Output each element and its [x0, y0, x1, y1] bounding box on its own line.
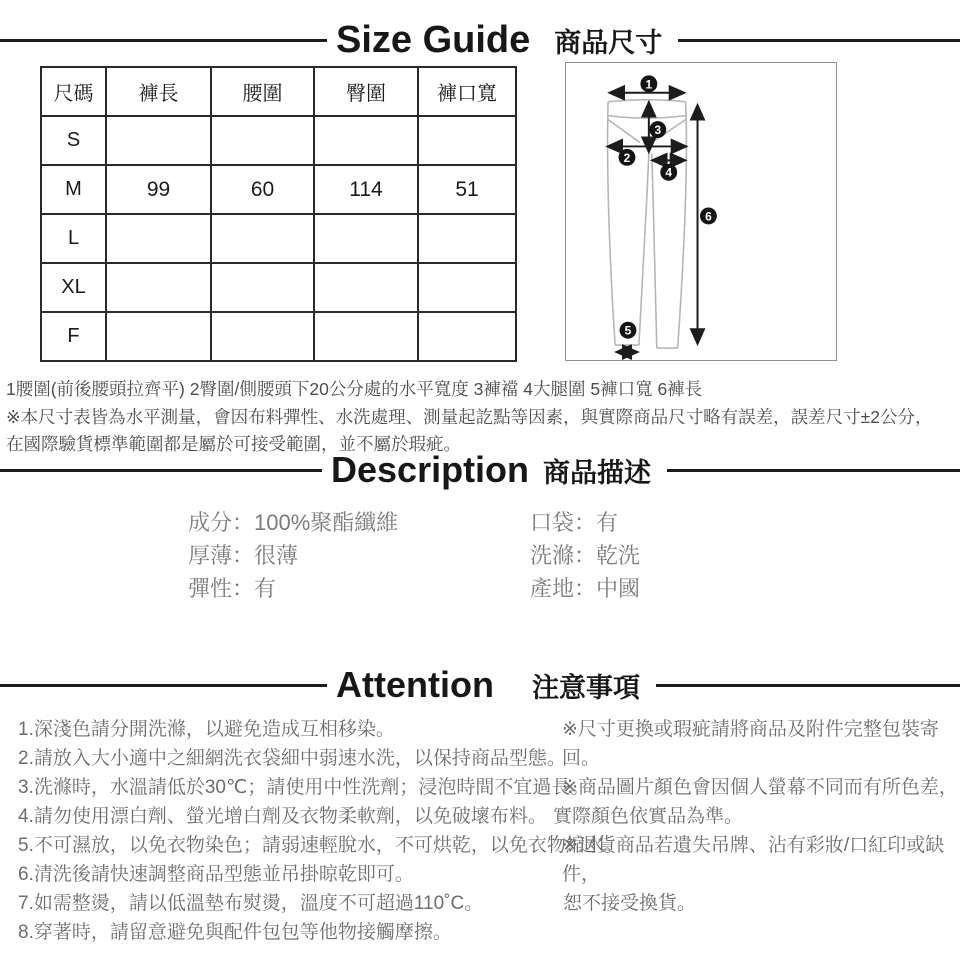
- spec-label: 成分：: [188, 510, 255, 535]
- spec-value: 有: [254, 576, 277, 601]
- size-guide-title-en: Size Guide: [336, 18, 531, 61]
- marker-badges: [619, 75, 717, 338]
- cell: [418, 263, 516, 312]
- size-table-header-row: [41, 67, 516, 116]
- care-item: 1.深淺色請分開洗滌，以避免造成互相移染。: [18, 719, 395, 740]
- spec-row-washing: [530, 539, 640, 572]
- policy-note: ※商品圖片顏色會因個人螢幕不同而有所色差，: [562, 777, 958, 798]
- size-guide-title-zh: 商品尺寸: [554, 27, 663, 58]
- return-policy-notes: [548, 715, 960, 918]
- spec-value: 100%聚酯纖維: [254, 510, 399, 535]
- divider-line: [0, 39, 327, 42]
- pants-diagram-svg: [566, 63, 836, 360]
- cell: [211, 116, 314, 165]
- spec-value: 有: [596, 510, 619, 535]
- description-title-zh: 商品描述: [543, 457, 652, 488]
- spec-row-thickness: [188, 539, 398, 572]
- col-header-leg-opening: 褲口寬: [418, 67, 516, 116]
- care-item: 8.穿著時，請留意避免與配件包包等他物接觸摩擦。: [18, 922, 452, 943]
- care-item: 3.洗滌時，水溫請低於30℃；請使用中性洗劑；浸泡時間不宜過長。: [18, 777, 590, 798]
- cell: [314, 312, 418, 361]
- spec-value: 中國: [596, 576, 641, 601]
- spec-label: 彈性：: [188, 576, 255, 601]
- size-label: L: [41, 214, 106, 263]
- table-row-l: [41, 214, 516, 263]
- badge-5-number: 5: [624, 323, 632, 338]
- cell: [418, 214, 516, 263]
- table-row-f: [41, 312, 516, 361]
- divider-line: [0, 684, 327, 687]
- cell: [314, 116, 418, 165]
- spec-value: 很薄: [254, 543, 299, 568]
- care-item: 2.請放入大小適中之細網洗衣袋細中弱速水洗，以保持商品型態。: [18, 748, 566, 769]
- spec-label: 厚薄：: [188, 543, 255, 568]
- size-label: XL: [41, 263, 106, 312]
- divider-line: [656, 684, 960, 687]
- cell: 99: [106, 165, 211, 214]
- spec-label: 洗滌：: [530, 543, 597, 568]
- care-item: 4.請勿使用漂白劑、螢光增白劑及衣物柔軟劑，以免破壞布料。: [18, 806, 547, 827]
- pants-outline: [608, 100, 687, 348]
- spec-row-pockets: [530, 506, 640, 539]
- measurement-legend: 1腰圍(前後腰頭拉齊平) 2臀圍/側腰頭下20公分處的水平寬度 3褲襠 4大腿圍 5褲口寬 6褲長: [6, 379, 703, 399]
- size-label: F: [41, 312, 106, 361]
- cell: [211, 263, 314, 312]
- spec-label: 口袋：: [530, 510, 597, 535]
- table-row-xl: [41, 263, 516, 312]
- spec-row-elasticity: [188, 572, 398, 605]
- divider-line: [667, 469, 960, 472]
- badge-4-number: 4: [665, 165, 673, 180]
- cell: [106, 116, 211, 165]
- cell: 60: [211, 165, 314, 214]
- care-item: 6.清洗後請快速調整商品型態並吊掛晾乾即可。: [18, 864, 414, 885]
- table-row-s: [41, 116, 516, 165]
- pants-measurement-diagram: [565, 62, 837, 361]
- badge-1-number: 1: [645, 77, 653, 92]
- cell: [314, 263, 418, 312]
- spec-row-material: [188, 506, 398, 539]
- cell: [418, 116, 516, 165]
- description-title-en: Description: [331, 449, 530, 490]
- divider-line: [678, 39, 960, 42]
- care-instructions-list: [18, 715, 623, 947]
- size-label: M: [41, 165, 106, 214]
- care-item: 5.不可濕放，以免衣物染色；請弱速輕脫水，不可烘乾，以免衣物縮水。: [18, 835, 623, 856]
- cell: [211, 214, 314, 263]
- cell: [418, 312, 516, 361]
- cell: [314, 214, 418, 263]
- policy-note: 實際顏色依實品為準。: [553, 806, 744, 827]
- spec-label: 產地：: [530, 576, 597, 601]
- size-label: S: [41, 116, 106, 165]
- attention-title-zh: 注意事項: [531, 672, 640, 703]
- care-item: 7.如需整燙，請以低溫墊布熨燙，溫度不可超過110˚C。: [18, 893, 484, 914]
- col-header-pant-length: 褲長: [106, 67, 211, 116]
- cell: [106, 214, 211, 263]
- description-left-column: [188, 506, 398, 605]
- cell: [106, 312, 211, 361]
- spec-row-origin: [530, 572, 640, 605]
- cell: [211, 312, 314, 361]
- badge-6-number: 6: [705, 209, 712, 224]
- policy-note: ※尺寸更換或瑕疵請將商品及附件完整包裝寄回。: [562, 719, 939, 769]
- disclaimer-line-1: ※本尺寸表皆為水平測量，會因布料彈性、水洗處理、測量起訖點等因素，與實際商品尺寸略有誤差，誤差尺寸±2公分，: [6, 406, 933, 427]
- policy-note: 恕不接受換貨。: [563, 893, 697, 914]
- attention-title-en: Attention: [336, 664, 494, 705]
- col-header-waist: 腰圍: [211, 67, 314, 116]
- table-row-m: [41, 165, 516, 214]
- policy-note: ※退貨商品若遺失吊牌、沾有彩妝/口紅印或缺件，: [562, 835, 945, 885]
- col-header-hip: 臀圍: [314, 67, 418, 116]
- attention-header: [0, 661, 960, 709]
- badge-2-number: 2: [623, 150, 631, 165]
- cell: 51: [418, 165, 516, 214]
- cell: 114: [314, 165, 418, 214]
- disclaimer-line-2: 在國際驗貨標準範圍都是屬於可接受範圍，並不屬於瑕疵。: [6, 434, 461, 454]
- badge-3-number: 3: [654, 123, 662, 138]
- cell: [106, 263, 211, 312]
- size-table: [40, 66, 517, 362]
- divider-line: [0, 469, 322, 472]
- description-header: [0, 446, 960, 494]
- size-guide-header: [0, 16, 960, 64]
- description-right-column: [530, 506, 640, 605]
- col-header-size: 尺碼: [41, 67, 106, 116]
- spec-value: 乾洗: [596, 543, 641, 568]
